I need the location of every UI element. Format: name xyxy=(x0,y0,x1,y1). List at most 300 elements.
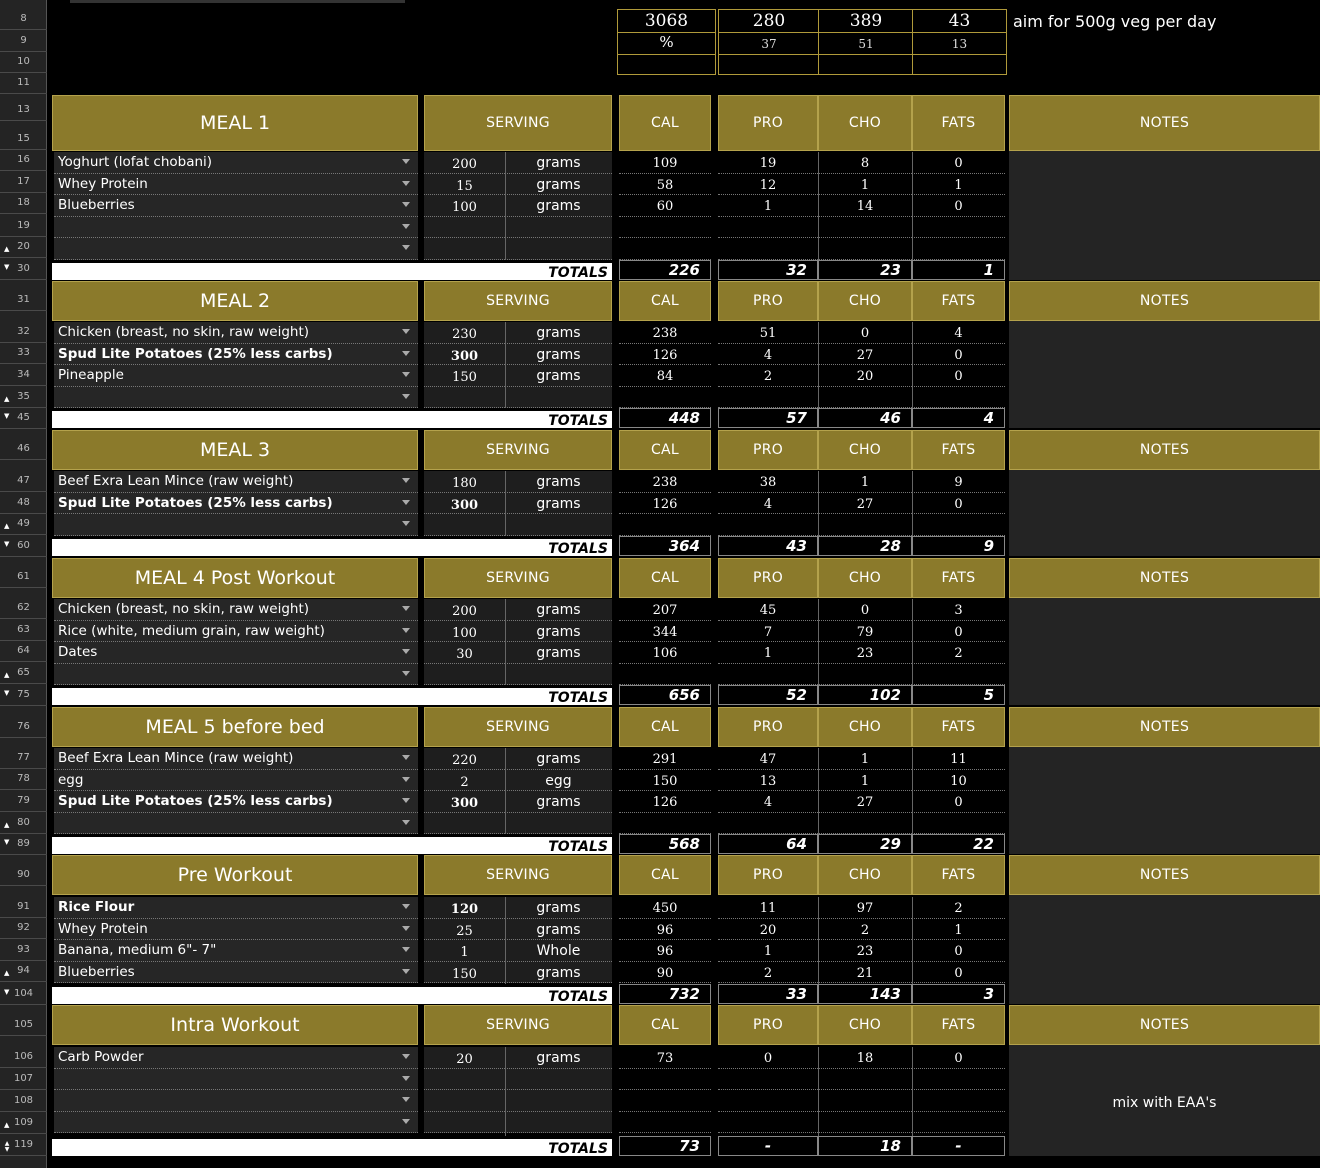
total-fat: - xyxy=(912,1136,1005,1156)
serving-header-label: SERVING xyxy=(486,442,550,458)
unit-cell[interactable] xyxy=(505,1090,612,1112)
totals-label: TOTALS xyxy=(548,839,608,855)
cho-cell xyxy=(818,1069,912,1091)
row-number[interactable] xyxy=(0,35,47,47)
dropdown-arrow-icon[interactable] xyxy=(402,181,410,186)
row-number[interactable] xyxy=(0,294,47,306)
food-select[interactable] xyxy=(54,897,418,919)
notes-cell[interactable] xyxy=(1009,895,1320,1004)
dropdown-arrow-icon[interactable] xyxy=(402,202,410,207)
cal-header-label: CAL xyxy=(650,442,680,458)
dropdown-arrow-icon[interactable] xyxy=(402,1097,410,1102)
cho-cell: 0 xyxy=(818,599,912,621)
unit-cell[interactable] xyxy=(505,217,612,239)
row-number[interactable] xyxy=(0,689,47,701)
cal-cell: 58 xyxy=(619,174,711,196)
cal-header-label: CAL xyxy=(650,719,680,735)
cal-cell: 106 xyxy=(619,642,711,664)
notes-text: mix with EAA's xyxy=(1112,1094,1217,1111)
row-number[interactable] xyxy=(0,176,47,188)
pro-cell xyxy=(718,1090,818,1112)
meal-title[interactable] xyxy=(52,281,418,321)
food-name: Chicken (breast, no skin, raw weight) xyxy=(58,601,310,617)
row-number-label: 94 xyxy=(17,965,30,976)
row-number[interactable] xyxy=(0,752,47,764)
quantity-cell[interactable]: 300 xyxy=(424,344,505,366)
meal-title[interactable] xyxy=(52,855,418,895)
expand-up-icon[interactable]: ▲ xyxy=(4,671,10,679)
row-number[interactable] xyxy=(0,391,47,403)
row-number[interactable] xyxy=(0,838,47,850)
row-number[interactable] xyxy=(0,1095,47,1107)
unit-cell[interactable] xyxy=(505,387,612,409)
cho-cell: 1 xyxy=(818,748,912,770)
fat-cell: 4 xyxy=(912,322,1005,344)
serving-header-label: SERVING xyxy=(486,1017,550,1033)
meal-title[interactable] xyxy=(52,707,418,747)
row-number[interactable] xyxy=(0,412,47,424)
total-fat: 3 xyxy=(912,984,1005,1004)
row-separator xyxy=(0,661,47,662)
food-select[interactable] xyxy=(54,493,418,515)
dropdown-arrow-icon[interactable] xyxy=(402,394,410,399)
row-number[interactable] xyxy=(0,263,47,275)
dropdown-arrow-icon[interactable] xyxy=(402,159,410,164)
notes-cell[interactable] xyxy=(1009,151,1320,280)
unit-cell[interactable]: grams xyxy=(505,962,612,984)
row-separator xyxy=(0,491,47,492)
row-number-label: 92 xyxy=(17,922,30,933)
cho-header xyxy=(818,1005,912,1045)
collapse-down-icon[interactable]: ▼ xyxy=(4,838,10,846)
dropdown-arrow-icon[interactable] xyxy=(402,1076,410,1081)
unit-cell[interactable]: grams xyxy=(505,493,612,515)
fat-cell: 0 xyxy=(912,365,1005,387)
row-separator xyxy=(0,556,47,557)
cal-header xyxy=(619,855,711,895)
cal-cell: 73 xyxy=(619,1047,711,1069)
total-cho: 18 xyxy=(818,1136,912,1156)
food-select[interactable] xyxy=(54,599,418,621)
quantity-cell[interactable]: 15 xyxy=(424,174,505,196)
summary-cho-pct-value: 51 xyxy=(858,37,874,51)
fat-header-label: FATS xyxy=(941,1017,976,1033)
cal-cell xyxy=(619,387,711,409)
quantity-cell[interactable]: 200 xyxy=(424,599,505,621)
dropdown-arrow-icon[interactable] xyxy=(402,671,410,676)
row-number[interactable] xyxy=(0,104,47,116)
unit-cell[interactable]: Whole xyxy=(505,940,612,962)
total-cho: 23 xyxy=(818,260,912,280)
food-select[interactable] xyxy=(54,322,418,344)
row-number-gutter xyxy=(0,0,47,1168)
row-separator xyxy=(0,683,47,684)
food-select[interactable] xyxy=(54,621,418,643)
quantity-cell[interactable]: 300 xyxy=(424,493,505,515)
dropdown-arrow-icon[interactable] xyxy=(402,329,410,334)
total-pro: 33 xyxy=(718,984,818,1004)
unit-cell[interactable]: grams xyxy=(505,919,612,941)
quantity-cell[interactable] xyxy=(424,1069,505,1091)
column-divider xyxy=(912,1047,913,1136)
expand-up-icon[interactable]: ▲ xyxy=(4,969,10,977)
quantity-cell[interactable]: 2 xyxy=(424,770,505,792)
quantity-cell[interactable] xyxy=(424,514,505,536)
expand-up-icon[interactable]: ▲ xyxy=(4,522,10,530)
food-select[interactable] xyxy=(54,1090,418,1112)
quantity-cell[interactable]: 120 xyxy=(424,897,505,919)
row-separator xyxy=(0,917,47,918)
notes-cell[interactable] xyxy=(1009,747,1320,854)
total-pro: - xyxy=(718,1136,818,1156)
dropdown-arrow-icon[interactable] xyxy=(402,1054,410,1059)
row-number[interactable] xyxy=(0,965,47,977)
unit-cell[interactable]: grams xyxy=(505,365,612,387)
column-divider xyxy=(818,471,819,536)
row-number[interactable] xyxy=(0,326,47,338)
dropdown-arrow-icon[interactable] xyxy=(402,777,410,782)
row-number[interactable] xyxy=(0,241,47,253)
fat-cell: 1 xyxy=(912,174,1005,196)
row-number-label: 33 xyxy=(17,347,30,358)
row-separator xyxy=(0,120,47,121)
collapse-down-icon[interactable]: ▼ xyxy=(4,988,10,996)
row-separator xyxy=(0,385,47,386)
unit-cell[interactable]: grams xyxy=(505,174,612,196)
food-select[interactable] xyxy=(54,387,418,409)
veg-aim-note: aim for 500g veg per day xyxy=(1013,12,1217,31)
food-select[interactable] xyxy=(54,791,418,813)
cho-cell: 23 xyxy=(818,642,912,664)
row-number-label: 75 xyxy=(17,689,30,700)
expand-collapse-icon[interactable]: ▲▼ xyxy=(4,1140,10,1153)
cho-header-label: CHO xyxy=(848,115,882,131)
unit-cell[interactable] xyxy=(505,1112,612,1134)
unit-cell[interactable]: grams xyxy=(505,599,612,621)
total-cal: 226 xyxy=(619,260,711,280)
quantity-cell[interactable] xyxy=(424,813,505,835)
unit-cell[interactable]: grams xyxy=(505,642,612,664)
pro-cell: 47 xyxy=(718,748,818,770)
food-select[interactable] xyxy=(54,940,418,962)
total-cal: 732 xyxy=(619,984,711,1004)
quantity-cell[interactable]: 150 xyxy=(424,962,505,984)
row-separator xyxy=(0,705,47,706)
quantity-cell[interactable] xyxy=(424,217,505,239)
dropdown-arrow-icon[interactable] xyxy=(402,649,410,654)
fat-header-label: FATS xyxy=(941,719,976,735)
cal-cell: 109 xyxy=(619,152,711,174)
row-number[interactable] xyxy=(0,773,47,785)
food-select[interactable] xyxy=(54,514,418,536)
serving-header-label: SERVING xyxy=(486,719,550,735)
total-pro: 64 xyxy=(718,834,818,854)
collapse-down-icon[interactable]: ▼ xyxy=(4,689,10,697)
unit-cell[interactable] xyxy=(505,1069,612,1091)
pro-cell: 11 xyxy=(718,897,818,919)
pro-cell xyxy=(718,1069,818,1091)
quantity-cell[interactable] xyxy=(424,387,505,409)
unit-cell[interactable]: grams xyxy=(505,195,612,217)
quantity-cell[interactable]: 20 xyxy=(424,1047,505,1069)
food-select[interactable] xyxy=(54,238,418,260)
row-number-label: 62 xyxy=(17,602,30,613)
food-select[interactable] xyxy=(54,195,418,217)
dropdown-arrow-icon[interactable] xyxy=(402,798,410,803)
collapse-down-icon[interactable]: ▼ xyxy=(4,540,10,548)
pro-cell: 4 xyxy=(718,791,818,813)
meal-title[interactable] xyxy=(52,1005,418,1045)
quantity-cell[interactable]: 30 xyxy=(424,642,505,664)
row-number-label: 17 xyxy=(17,176,30,187)
row-number-label: 61 xyxy=(17,571,30,582)
unit-cell[interactable] xyxy=(505,664,612,686)
totals-row xyxy=(52,263,612,280)
cho-header-label: CHO xyxy=(848,867,882,883)
dropdown-arrow-icon[interactable] xyxy=(402,606,410,611)
row-number[interactable] xyxy=(0,154,47,166)
row-number[interactable] xyxy=(0,77,47,89)
row-number[interactable] xyxy=(0,497,47,509)
total-pro: 57 xyxy=(718,408,818,428)
unit-cell[interactable]: grams xyxy=(505,621,612,643)
expand-up-icon[interactable]: ▲ xyxy=(4,395,10,403)
quantity-cell[interactable] xyxy=(424,238,505,260)
quantity-cell[interactable]: 180 xyxy=(424,471,505,493)
collapse-down-icon[interactable]: ▼ xyxy=(4,412,10,420)
summary-cho-blank xyxy=(818,54,914,75)
dropdown-arrow-icon[interactable] xyxy=(402,969,410,974)
row-number[interactable] xyxy=(0,347,47,359)
cho-cell: 20 xyxy=(818,365,912,387)
quantity-cell[interactable]: 25 xyxy=(424,919,505,941)
food-name: Spud Lite Potatoes (25% less carbs) xyxy=(58,345,333,362)
pro-header xyxy=(718,1005,818,1045)
cal-cell: 60 xyxy=(619,195,711,217)
food-name: Dates xyxy=(58,644,98,660)
quantity-cell[interactable] xyxy=(424,1112,505,1134)
meal-title[interactable] xyxy=(52,430,418,470)
quantity-cell[interactable]: 1 xyxy=(424,940,505,962)
meal-title-text: MEAL 5 before bed xyxy=(145,716,325,738)
row-separator xyxy=(0,236,47,237)
pro-header xyxy=(718,281,818,321)
row-number[interactable] xyxy=(0,645,47,657)
row-number[interactable] xyxy=(0,667,47,679)
unit-cell[interactable]: egg xyxy=(505,770,612,792)
row-number[interactable] xyxy=(0,795,47,807)
food-select[interactable] xyxy=(54,748,418,770)
dropdown-arrow-icon[interactable] xyxy=(402,351,410,356)
unit-cell[interactable] xyxy=(505,238,612,260)
cal-cell: 450 xyxy=(619,897,711,919)
food-name: Spud Lite Potatoes (25% less carbs) xyxy=(58,494,333,511)
row-number[interactable] xyxy=(0,197,47,209)
totals-label: TOTALS xyxy=(548,690,608,706)
food-select[interactable] xyxy=(54,471,418,493)
dropdown-arrow-icon[interactable] xyxy=(402,904,410,909)
quantity-cell[interactable]: 300 xyxy=(424,791,505,813)
pro-cell: 2 xyxy=(718,365,818,387)
notes-cell[interactable] xyxy=(1009,1045,1320,1156)
cal-cell xyxy=(619,1090,711,1112)
row-number[interactable] xyxy=(0,624,47,636)
row-separator xyxy=(0,279,47,280)
row-separator xyxy=(0,737,47,738)
dropdown-arrow-icon[interactable] xyxy=(402,521,410,526)
row-number[interactable] xyxy=(0,220,47,232)
column-divider xyxy=(912,599,913,685)
row-number[interactable] xyxy=(0,443,47,455)
food-select[interactable] xyxy=(54,1069,418,1091)
row-number[interactable] xyxy=(0,602,47,614)
cal-cell: 238 xyxy=(619,471,711,493)
dropdown-arrow-icon[interactable] xyxy=(402,628,410,633)
quantity-cell[interactable]: 100 xyxy=(424,195,505,217)
food-select[interactable] xyxy=(54,1112,418,1134)
meal-title[interactable] xyxy=(52,558,418,598)
quantity-cell[interactable]: 200 xyxy=(424,152,505,174)
food-select[interactable] xyxy=(54,1047,418,1069)
notes-cell[interactable] xyxy=(1009,598,1320,705)
dropdown-arrow-icon[interactable] xyxy=(402,947,410,952)
summary-cal-pct-label: % xyxy=(659,33,674,51)
fat-cell xyxy=(912,238,1005,260)
quantity-cell[interactable]: 100 xyxy=(424,621,505,643)
row-number[interactable] xyxy=(0,869,47,881)
row-number[interactable] xyxy=(0,369,47,381)
unit-cell[interactable]: grams xyxy=(505,1047,612,1069)
row-number[interactable] xyxy=(0,1117,47,1129)
fat-cell: 1 xyxy=(912,919,1005,941)
scroll-bar[interactable] xyxy=(70,0,405,3)
cho-header xyxy=(818,855,912,895)
food-select[interactable] xyxy=(54,919,418,941)
row-number-label: 48 xyxy=(17,497,30,508)
food-select[interactable] xyxy=(54,152,418,174)
food-select[interactable] xyxy=(54,365,418,387)
row-number[interactable] xyxy=(0,944,47,956)
dropdown-arrow-icon[interactable] xyxy=(402,755,410,760)
row-number[interactable] xyxy=(0,1073,47,1085)
quantity-cell[interactable]: 220 xyxy=(424,748,505,770)
notes-cell[interactable] xyxy=(1009,470,1320,556)
quantity-cell[interactable] xyxy=(424,664,505,686)
cho-header xyxy=(818,430,912,470)
dropdown-arrow-icon[interactable] xyxy=(402,820,410,825)
row-separator xyxy=(0,534,47,535)
summary-cal-pct xyxy=(617,32,716,56)
unit-cell[interactable] xyxy=(505,813,612,835)
row-number[interactable] xyxy=(0,1019,47,1031)
dropdown-arrow-icon[interactable] xyxy=(402,224,410,229)
quantity-cell[interactable] xyxy=(424,1090,505,1112)
row-number[interactable] xyxy=(0,518,47,530)
unit-cell[interactable]: grams xyxy=(505,748,612,770)
food-select[interactable] xyxy=(54,344,418,366)
dropdown-arrow-icon[interactable] xyxy=(402,372,410,377)
unit-cell[interactable] xyxy=(505,514,612,536)
expand-up-icon[interactable]: ▲ xyxy=(4,821,10,829)
notes-header-label: NOTES xyxy=(1139,719,1190,735)
food-name: Chicken (breast, no skin, raw weight) xyxy=(58,324,310,340)
unit-cell[interactable]: grams xyxy=(505,471,612,493)
food-select[interactable] xyxy=(54,664,418,686)
dropdown-arrow-icon[interactable] xyxy=(402,1119,410,1124)
row-number[interactable] xyxy=(0,988,47,1000)
dropdown-arrow-icon[interactable] xyxy=(402,245,410,250)
row-separator xyxy=(0,407,47,408)
fat-header xyxy=(912,1005,1005,1045)
quantity-cell[interactable]: 150 xyxy=(424,365,505,387)
unit-cell[interactable]: grams xyxy=(505,152,612,174)
cho-cell: 1 xyxy=(818,770,912,792)
quantity-cell[interactable]: 230 xyxy=(424,322,505,344)
fat-header-label: FATS xyxy=(941,115,976,131)
row-number[interactable] xyxy=(0,817,47,829)
dropdown-arrow-icon[interactable] xyxy=(402,500,410,505)
dropdown-arrow-icon[interactable] xyxy=(402,926,410,931)
row-number-label: 18 xyxy=(17,197,30,208)
collapse-down-icon[interactable]: ▼ xyxy=(4,263,10,271)
cal-cell xyxy=(619,813,711,835)
unit-cell[interactable]: grams xyxy=(505,344,612,366)
food-select[interactable] xyxy=(54,217,418,239)
meal-title[interactable] xyxy=(52,95,418,151)
fat-cell: 9 xyxy=(912,471,1005,493)
totals-row xyxy=(52,411,612,428)
row-number-label: 105 xyxy=(13,1019,34,1030)
row-number[interactable] xyxy=(0,475,47,487)
unit-cell[interactable]: grams xyxy=(505,897,612,919)
row-separator xyxy=(0,29,47,30)
row-number[interactable] xyxy=(0,901,47,913)
column-divider xyxy=(505,599,506,685)
expand-up-icon[interactable]: ▲ xyxy=(4,1121,10,1129)
row-number[interactable] xyxy=(0,1051,47,1063)
notes-header xyxy=(1009,707,1320,747)
food-select[interactable] xyxy=(54,642,418,664)
notes-cell[interactable] xyxy=(1009,321,1320,428)
column-divider xyxy=(912,748,913,834)
cho-header-label: CHO xyxy=(848,293,882,309)
food-select[interactable] xyxy=(54,770,418,792)
food-select[interactable] xyxy=(54,962,418,984)
row-number[interactable] xyxy=(0,922,47,934)
food-select[interactable] xyxy=(54,813,418,835)
unit-cell[interactable]: grams xyxy=(505,322,612,344)
fat-header-label: FATS xyxy=(941,570,976,586)
row-number[interactable] xyxy=(0,571,47,583)
row-number[interactable] xyxy=(0,133,47,145)
unit-cell[interactable]: grams xyxy=(505,791,612,813)
fat-header xyxy=(912,707,1005,747)
cho-cell: 1 xyxy=(818,471,912,493)
column-divider xyxy=(818,322,819,408)
row-number[interactable] xyxy=(0,540,47,552)
food-select[interactable] xyxy=(54,174,418,196)
row-number[interactable] xyxy=(0,56,47,68)
row-number[interactable] xyxy=(0,721,47,733)
row-number[interactable] xyxy=(0,1139,47,1151)
food-name: Beef Exra Lean Mince (raw weight) xyxy=(58,750,294,766)
fat-cell: 0 xyxy=(912,940,1005,962)
row-separator xyxy=(0,310,47,311)
serving-header xyxy=(424,1005,612,1045)
dropdown-arrow-icon[interactable] xyxy=(402,478,410,483)
row-number[interactable] xyxy=(0,13,47,25)
expand-up-icon[interactable]: ▲ xyxy=(4,245,10,253)
